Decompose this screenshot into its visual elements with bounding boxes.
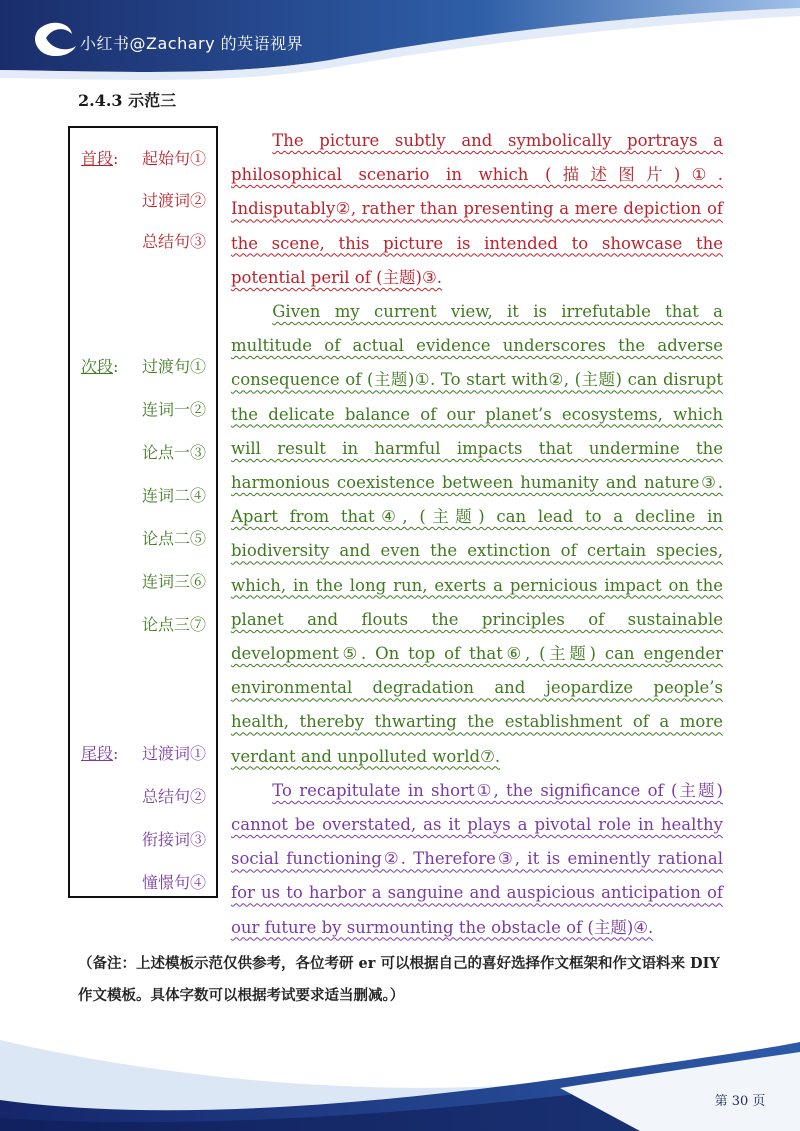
para3-label-2: 总结句②	[141, 787, 206, 806]
para1-heading-label: 首段:	[81, 149, 119, 168]
essay-paragraph-1	[231, 124, 723, 295]
para1-label-3: 总结句③	[141, 232, 206, 251]
essay-paragraph-2	[231, 295, 723, 774]
essay-paragraph-1-text: The picture subtly and symbolically portrays a philosophical scenario in which (描述图片)①. Indisputably②, rather than presenting a mere depiction of the scene, this picture is intended to showcase the potential peril of (主题)③.	[231, 131, 723, 287]
section-heading: 2.4.3 示范三	[78, 91, 177, 110]
para2-label-6: 连词三⑥	[141, 572, 206, 591]
para2-label-4: 连词二④	[141, 486, 206, 505]
para3-label-4: 憧憬句④	[141, 873, 206, 892]
para2-label-3: 论点一③	[141, 443, 206, 462]
header-title: 小红书@Zachary 的英语视界	[80, 34, 304, 53]
para3-label-3: 衔接词③	[141, 830, 206, 849]
para2-label-5: 论点二⑤	[141, 529, 206, 548]
essay-body	[231, 124, 723, 945]
para3-heading-label: 尾段:	[81, 744, 119, 763]
para3-label-1: 过渡词①	[141, 744, 206, 763]
structure-label-box	[68, 126, 218, 898]
footnote-remark: （备注：上述模板示范仅供参考，各位考研 er 可以根据自己的喜好选择作文框架和作文语料来 DIY 作文模板。具体字数可以根据考试要求适当删减。）	[78, 955, 720, 1004]
para2-label-2: 连词一②	[141, 400, 206, 419]
page-number: 第 30 页	[714, 1094, 766, 1109]
essay-paragraph-3	[231, 774, 723, 945]
para2-label-7: 论点三⑦	[141, 615, 206, 634]
para1-label-2: 过渡词②	[141, 191, 206, 210]
para2-heading-label: 次段:	[81, 357, 119, 376]
para1-label-1: 起始句①	[141, 149, 206, 168]
essay-paragraph-2-text: Given my current view, it is irrefutable that a multitude of actual evidence underscores the adverse consequence of (主题)①. To start with②, (主题) can disrupt the delicate balance of our planet’s ecosystems, which will result in harmful impacts that undermine the harmonious coexistence between humanity and nature③. Apart from that④, (主题) can lead to a decline in biodiversity and even the extinction of certain species, which, in the long run, exerts a pernicious impact on the planet and flouts the principles of sustainable development⑤. On top of that⑥, (主题) can engender environmental degradation and jeopardize people’s health, thereby thwarting the establishment of a more verdant and unpolluted world⑦.	[231, 302, 723, 766]
para2-label-1: 过渡句①	[141, 357, 206, 376]
essay-paragraph-3-text: To recapitulate in short①, the significance of (主题) cannot be overstated, as it plays a pivotal role in healthy social functioning②. Therefore③, it is eminently rational for us to harbor a sanguine and auspicious anticipation of our future by surmounting the obstacle of (主题)④.	[231, 780, 723, 937]
